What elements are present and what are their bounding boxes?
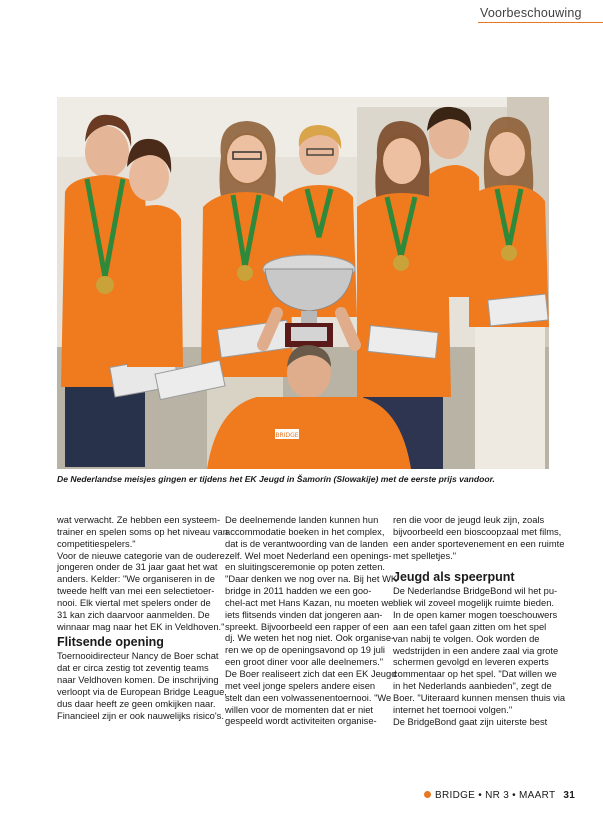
magazine-issue: BRIDGE • NR 3 • MAART <box>435 790 556 801</box>
text-line: Toernooidirecteur Nancy de Boer schat <box>57 651 219 662</box>
text-line: een ander sportevenement en een ruimte <box>393 538 565 549</box>
text-line: naar Veldhoven komen. De inschrijving <box>57 675 219 686</box>
text-line: internet het toernooi volgen." <box>393 704 513 715</box>
text-line: schermen gevolgd en leveren experts <box>393 657 549 668</box>
photo-caption: De Nederlandse meisjes gingen er tijdens het EK Jeugd in Šamorín (Slowakije) met de eerste prijs vandoor. <box>57 474 495 484</box>
text-line: van nabij te volgen. Ook worden de <box>393 633 540 644</box>
text-line: verloopt via de European Bridge League, <box>57 686 227 697</box>
text-line: accommodatie boeken in het complex, <box>225 526 385 537</box>
text-line: bliek wil zoveel mogelijk ruimte bieden. <box>393 598 554 609</box>
text-line: spreekt. Bijvoorbeeld een rapper of een <box>225 621 389 632</box>
text-line: dat er circa zestig tot zeventig teams <box>57 663 209 674</box>
text-line: in het Nederlands aanbieden", zegt de <box>393 681 552 692</box>
text-line: commentaar op het spel. "Dat willen we <box>393 669 557 680</box>
subheading-jeugd-als-speerpunt: Jeugd als speerpunt <box>393 570 515 585</box>
plaque-far-right <box>488 294 548 326</box>
text-line: met veel jonge spelers andere eisen <box>225 680 376 691</box>
text-line: dat is de verantwoording van de landen <box>225 538 389 549</box>
text-line: anders. Kelder: "We organiseren in de <box>57 574 215 585</box>
text-line: De deelnemende landen kunnen hun <box>225 515 379 525</box>
text-line: dus daar heeft ze geen omkijken naar. <box>57 698 216 709</box>
text-line: een groot diner voor alle deelnemers." <box>225 657 384 668</box>
text-line: en sluitingsceremonie op poten zetten. <box>225 562 385 573</box>
column-3 <box>393 515 566 729</box>
text-line: ren die voor de jeugd leuk zijn, zoals <box>393 515 545 525</box>
text-line: dj. We weten het nog niet. Ook organise- <box>225 633 395 644</box>
text-line: zelf. Wel moet Nederland een openings- <box>225 550 392 561</box>
team-photo-illustration <box>57 97 549 469</box>
page-number: 31 <box>563 790 576 801</box>
text-line: Voor de nieuwe categorie van de oudere <box>57 550 225 561</box>
shirt-logo: BRIDGE <box>275 432 299 439</box>
text-line: iets flitsends vinden dat jongeren aan- <box>225 609 383 620</box>
text-line: 31 kan zich daarvoor aanmelden. De <box>57 609 210 620</box>
text-line: tweede helft van mei een selectietoer- <box>57 586 215 597</box>
section-label: Voorbeschouwing <box>480 6 582 20</box>
column-1 <box>57 515 228 723</box>
text-line: willen voor de momenten dat er niet <box>225 704 374 715</box>
text-line: In de open kamer mogen toeschouwers <box>393 610 558 621</box>
text-line: nooi. Elk viertal met spelers onder de <box>57 597 211 608</box>
orange-dot-icon <box>424 791 431 798</box>
column-2 <box>225 515 398 728</box>
text-line: chel-act met Hans Kazan, nu moeten we <box>225 597 394 608</box>
text-line: ren we op de openingsavond op 19 juli <box>225 645 386 656</box>
text-line: competitiespelers." <box>57 538 136 549</box>
text-line: De Boer realiseert zich dat een EK Jeugd <box>225 668 397 679</box>
text-line: stelt dan een volwassenentoernooi. "We <box>225 692 392 703</box>
text-line: wedstrijden in een andere zaal via grote <box>393 645 559 656</box>
text-line: wat verwacht. Ze hebben een systeem- <box>57 515 221 525</box>
text-line: aan een tafel gaan zitten om het spel <box>393 621 547 632</box>
text-line: bridge in 2011 hadden we een goo- <box>225 586 372 597</box>
text-line: gespeeld wordt activiteiten organise- <box>225 716 377 727</box>
text-line: Boer. "Uiteraard kunnen mensen thuis via <box>393 692 566 703</box>
text-line: "Daar denken we nog over na. Bij het WK <box>225 574 398 585</box>
text-line: winnaar mag naar het EK in Veldhoven." <box>57 621 225 632</box>
text-line: Financieel zijn er ook nauwelijks risico's. <box>57 710 224 721</box>
text-line: bijvoorbeeld een bioscoopzaal met films, <box>393 526 562 537</box>
team-photo <box>57 97 549 469</box>
subheading-flitsende-opening: Flitsende opening <box>57 635 164 650</box>
text-line: De BridgeBond gaat zijn uiterste best <box>393 716 548 727</box>
text-line: trainer en spelen soms op het niveau van <box>57 526 228 537</box>
page-footer <box>424 790 575 801</box>
section-rule <box>478 22 603 23</box>
text-line: met spelletjes." <box>393 550 457 561</box>
text-line: De Nederlandse BridgeBond wil het pu- <box>393 586 558 597</box>
text-line: jongeren onder de 31 jaar gaat het wat <box>57 562 218 573</box>
